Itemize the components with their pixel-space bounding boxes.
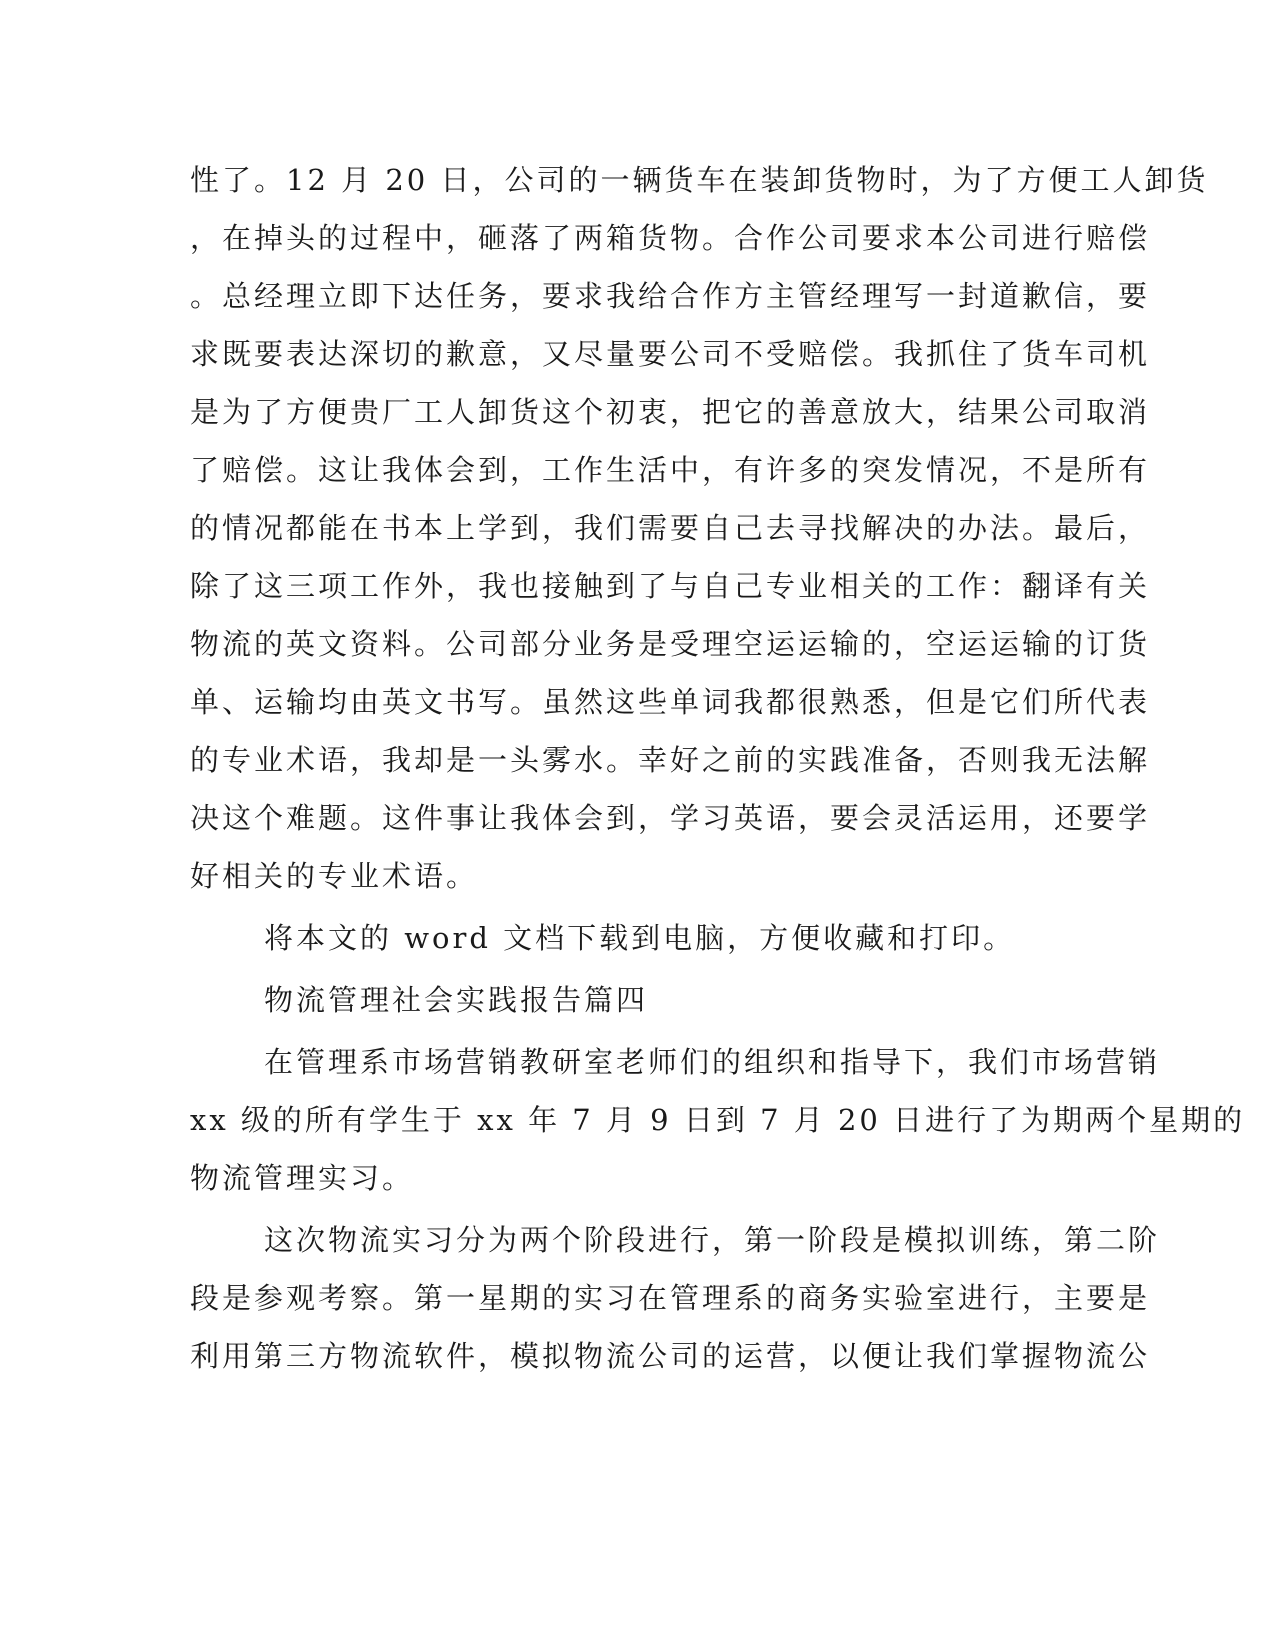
text-line: 在管理系市场营销教研室老师们的组织和指导下，我们市场营销	[264, 1045, 1161, 1079]
text-line: 的情况都能在书本上学到，我们需要自己去寻找解决的办法。最后，	[190, 511, 1151, 545]
text-line: ，在掉头的过程中，砸落了两箱货物。合作公司要求本公司进行赔偿	[190, 221, 1151, 255]
section-title: 物流管理社会实践报告篇四	[264, 983, 649, 1017]
text-line: 这次物流实习分为两个阶段进行，第一阶段是模拟训练，第二阶	[264, 1223, 1161, 1257]
text-line: 求既要表达深切的歉意，又尽量要公司不受赔偿。我抓住了货车司机	[190, 337, 1151, 371]
text-line: 了赔偿。这让我体会到，工作生活中，有许多的突发情况，不是所有	[190, 453, 1151, 487]
text-line: 除了这三项工作外，我也接触到了与自己专业相关的工作：翻译有关	[190, 569, 1151, 603]
text-line: 决这个难题。这件事让我体会到，学习英语，要会灵活运用，还要学	[190, 801, 1151, 835]
text-line: 是为了方便贵厂工人卸货这个初衷，把它的善意放大，结果公司取消	[190, 395, 1151, 429]
text-line: 利用第三方物流软件，模拟物流公司的运营，以便让我们掌握物流公	[190, 1339, 1151, 1373]
text-line: 段是参观考察。第一星期的实习在管理系的商务实验室进行，主要是	[190, 1281, 1151, 1315]
text-line: 物流管理实习。	[190, 1161, 415, 1195]
text-line: 物流的英文资料。公司部分业务是受理空运运输的，空运运输的订货	[190, 627, 1151, 661]
text-line: 单、运输均由英文书写。虽然这些单词我都很熟悉，但是它们所代表	[190, 685, 1151, 719]
text-line: 的专业术语，我却是一头雾水。幸好之前的实践准备，否则我无法解	[190, 743, 1151, 777]
text-line: xx 级的所有学生于 xx 年 7 月 9 日到 7 月 20 日进行了为期两个星期的	[190, 1103, 1246, 1137]
text-line: 。总经理立即下达任务，要求我给合作方主管经理写一封道歉信，要	[190, 279, 1151, 313]
download-note: 将本文的 word 文档下载到电脑，方便收藏和打印。	[264, 921, 1016, 955]
text-line: 好相关的专业术语。	[190, 859, 479, 893]
text-line: 性了。12 月 20 日，公司的一辆货车在装卸货物时，为了方便工人卸货	[190, 163, 1209, 197]
